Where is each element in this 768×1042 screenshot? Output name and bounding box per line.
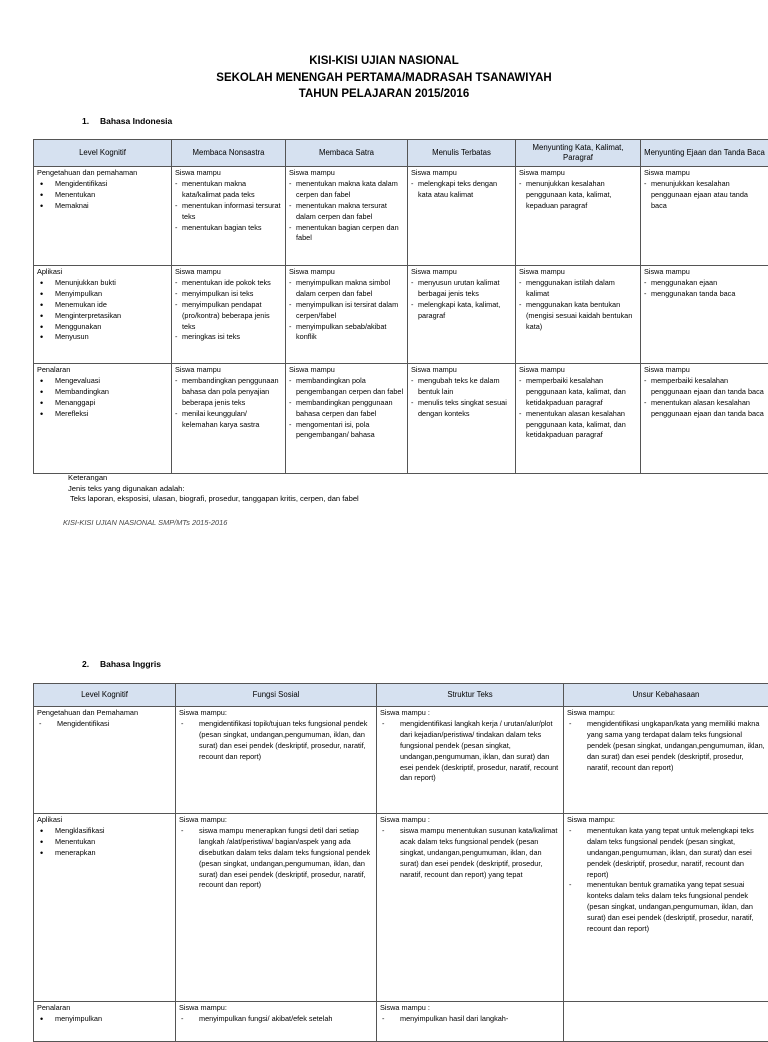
list-item: • Mengklasifikasi <box>37 826 172 837</box>
table-row <box>34 707 768 814</box>
table-cell <box>286 266 408 364</box>
cell-intro: Siswa mampu <box>519 267 637 278</box>
table-cell <box>286 167 408 266</box>
cell-intro: Siswa mampu: <box>179 1003 373 1014</box>
level-title: Penalaran <box>37 1003 172 1014</box>
table-cell <box>408 364 516 474</box>
table-bahasa-indonesia <box>33 139 768 474</box>
list-item: - menunjukkan kesalahan penggunaan kata, kalimat, kepaduan paragraf <box>519 179 637 212</box>
table-cell <box>176 1002 377 1042</box>
list-item: - menentukan bentuk gramatika yang tepat sesuai konteks dalam teks dalam teks fungsional pendek (pesan singkat, undangan,pengumuman, iklan, dan surat) dan esei pendek (deskriptif, prosedur, naratif, recount dan report) <box>567 880 765 935</box>
cell-intro: Siswa mampu <box>175 168 282 179</box>
cell-intro: Siswa mampu <box>289 267 404 278</box>
cell-intro: Siswa mampu <box>411 168 512 179</box>
title-line-2: SEKOLAH MENENGAH PERTAMA/MADRASAH TSANAWIYAH <box>0 70 768 87</box>
cell-intro: Siswa mampu <box>175 365 282 376</box>
list-item: - menentukan kata yang tepat untuk melengkapi teks dalam teks fungsional pendek (pesan singkat, undangan,pengumuman, iklan, dan surat) dan esei pendek (deskriptif, prosedur, naratif, recount dan report) <box>567 826 765 881</box>
list-item: • menyimpulkan <box>37 1014 172 1025</box>
table-row <box>34 814 768 1002</box>
cell-intro: Siswa mampu <box>411 365 512 376</box>
list-item: - siswa mampu menerapkan fungsi detil dari setiap langkah /alat/peristiwa/ bagian/aspek yang ada disebutkan dalam teks dalam teks fungsional pendek (pesan singkat, undangan,pengumuman, iklan, dan surat) dan esei pendek (deskriptif, prosedur, naratif, recount dan report) <box>179 826 373 891</box>
list-item: • Menyusun <box>37 332 168 343</box>
list-item: • Memaknai <box>37 201 168 212</box>
table-cell <box>377 814 564 1002</box>
cell-intro: Siswa mampu <box>644 365 765 376</box>
list-item: - menentukan makna kata dalam cerpen dan fabel <box>289 179 404 201</box>
cell-intro: Siswa mampu <box>644 168 765 179</box>
header-cell: Unsur Kebahasaan <box>564 684 768 707</box>
table-row <box>34 167 768 266</box>
list-item: - mengidentifikasi topik/tujuan teks fungsional pendek (pesan singkat, undangan,pengumuman, iklan, dan surat) dan esei pendek (deskriptif, prosedur, naratif, recount dan report) <box>179 719 373 763</box>
table-cell <box>516 167 641 266</box>
table-cell <box>564 1002 768 1042</box>
table-cell <box>172 167 286 266</box>
list-item: • menerapkan <box>37 848 172 859</box>
list-item: - memperbaiki kesalahan penggunaan kata, kalimat, dan ketidakpaduan paragraf <box>519 376 637 409</box>
table-row <box>34 266 768 364</box>
section-label: Bahasa Inggris <box>100 659 161 669</box>
list-item: - Mengidentifikasi <box>37 719 172 730</box>
list-item: - menggunakan ejaan <box>644 278 765 289</box>
table-cell <box>641 266 768 364</box>
table-cell <box>408 266 516 364</box>
table-cell <box>516 364 641 474</box>
table-cell <box>408 167 516 266</box>
list-item: - menyimpulkan sebab/akibat konflik <box>289 322 404 344</box>
table-cell <box>516 266 641 364</box>
list-item: - menyimpulkan isi tersirat dalam cerpen/fabel <box>289 300 404 322</box>
cell-intro: Siswa mampu : <box>380 708 560 719</box>
list-item: • Menemukan ide <box>37 300 168 311</box>
cell-intro: Siswa mampu <box>289 168 404 179</box>
list-item: - menentukan alasan kesalahan penggunaan kata, kalimat, dan ketidakpaduan paragraf <box>519 409 637 442</box>
list-item: - menentukan alasan kesalahan penggunaan ejaan dan tanda baca <box>644 398 765 420</box>
list-item: - mengidentifikasi langkah kerja / urutan/alur/plot dari kejadian/peristiwa/ tindakan dalam teks fungsional pendek (pesan singkat, undangan,pengumuman, iklan, dan surat) dan esei pendek (deskriptif, prosedur, naratif, recount dan report) <box>380 719 560 784</box>
level-title: Aplikasi <box>37 267 168 278</box>
table-cell <box>641 364 768 474</box>
list-item: • Menentukan <box>37 190 168 201</box>
section-number: 2. <box>82 659 100 669</box>
list-item: - menunjukkan kesalahan penggunaan ejaan atau tanda baca <box>644 179 765 212</box>
table-cell <box>564 814 768 1002</box>
list-item: - membandingkan penggunaan bahasa cerpen dan fabel <box>289 398 404 420</box>
list-item: - menentukan informasi tersurat teks <box>175 201 282 223</box>
level-cell <box>34 266 172 364</box>
list-item: • Merefleksi <box>37 409 168 420</box>
level-cell <box>34 814 176 1002</box>
list-item: - memperbaiki kesalahan penggunaan ejaan dan tanda baca <box>644 376 765 398</box>
table-header-row <box>34 684 768 707</box>
level-cell <box>34 707 176 814</box>
list-item: - mengubah teks ke dalam bentuk lain <box>411 376 512 398</box>
cell-intro: Siswa mampu: <box>179 815 373 826</box>
table-cell <box>377 1002 564 1042</box>
header-cell: Menulis Terbatas <box>408 140 516 167</box>
list-item: • Menyimpulkan <box>37 289 168 300</box>
cell-intro: Siswa mampu <box>411 267 512 278</box>
cell-intro: Siswa mampu : <box>380 1003 560 1014</box>
list-item: • Mengevaluasi <box>37 376 168 387</box>
list-item: • Membandingkan <box>37 387 168 398</box>
level-cell <box>34 167 172 266</box>
list-item: - membandingkan penggunaan bahasa dan pola penyajian beberapa jenis teks <box>175 376 282 409</box>
list-item: • Mengidentifikasi <box>37 179 168 190</box>
level-cell <box>34 364 172 474</box>
cell-intro: Siswa mampu: <box>179 708 373 719</box>
list-item: - membandingkan pola pengembangan cerpen dan fabel <box>289 376 404 398</box>
level-title: Pengetahuan dan Pemahaman <box>37 708 172 719</box>
title-line-3: TAHUN PELAJARAN 2015/2016 <box>0 86 768 103</box>
cell-intro: Siswa mampu <box>519 365 637 376</box>
header-cell: Struktur Teks <box>377 684 564 707</box>
table-cell <box>176 814 377 1002</box>
table-bahasa-inggris <box>33 683 768 1042</box>
list-item: • Menggunakan <box>37 322 168 333</box>
table-cell <box>564 707 768 814</box>
list-item: - menggunakan kata bentukan (mengisi sesuai kaidah bentukan kata) <box>519 300 637 333</box>
list-item: - menentukan bagian teks <box>175 223 282 234</box>
header-cell: Menyunting Kata, Kalimat, Paragraf <box>516 140 641 167</box>
table-row <box>34 364 768 474</box>
list-item: - mengidentifikasi ungkapan/kata yang memiliki makna yang sama yang terdapat dalam teks fungsional pendek (pesan singkat, undangan,pengumuman, iklan, dan surat) dan esei pendek (deskriptif, prosedur, naratif, recount dan report) <box>567 719 765 774</box>
level-title: Pengetahuan dan pemahaman <box>37 168 168 179</box>
list-item: - menggunakan tanda baca <box>644 289 765 300</box>
list-item: - menentukan bagian cerpen dan fabel <box>289 223 404 245</box>
level-title: Penalaran <box>37 365 168 376</box>
list-item: - menyimpulkan pendapat (pro/kontra) beberapa jenis teks <box>175 300 282 333</box>
table-cell <box>172 364 286 474</box>
list-item: - menentukan makna kata/kalimat pada teks <box>175 179 282 201</box>
table-row <box>34 1002 768 1042</box>
list-item: - menentukan ide pokok teks <box>175 278 282 289</box>
section-heading-2 <box>82 659 161 669</box>
list-item: - menulis teks singkat sesuai dengan konteks <box>411 398 512 420</box>
list-item: - menggunakan istilah dalam kalimat <box>519 278 637 300</box>
list-item: • Menanggapi <box>37 398 168 409</box>
list-item: - menyimpulkan makna simbol dalam cerpen dan fabel <box>289 278 404 300</box>
table-cell <box>172 266 286 364</box>
list-item: - melengkapi kata, kalimat, paragraf <box>411 300 512 322</box>
document-footer: KISI-KISI UJIAN NASIONAL SMP/MTs 2015-2016 <box>63 518 227 527</box>
cell-intro: Siswa mampu: <box>567 815 765 826</box>
list-item: • Menentukan <box>37 837 172 848</box>
level-cell <box>34 1002 176 1042</box>
note-line: Teks laporan, eksposisi, ulasan, biografi, prosedur, tanggapan kritis, cerpen, dan fabel <box>68 494 359 505</box>
table-cell <box>377 707 564 814</box>
table-cell <box>641 167 768 266</box>
note-block <box>68 473 359 505</box>
list-item: - melengkapi teks dengan kata atau kalimat <box>411 179 512 201</box>
note-line: Jenis teks yang digunakan adalah: <box>68 484 359 495</box>
cell-intro: Siswa mampu <box>175 267 282 278</box>
list-item: - mengomentari isi, pola pengembangan/ bahasa <box>289 420 404 442</box>
cell-intro: Siswa mampu <box>644 267 765 278</box>
list-item: - menyusun urutan kalimat berbagai jenis teks <box>411 278 512 300</box>
level-title: Aplikasi <box>37 815 172 826</box>
header-cell: Menyunting Ejaan dan Tanda Baca <box>641 140 768 167</box>
document-title <box>0 53 768 103</box>
list-item: - menyimpulkan hasil dari langkah- <box>380 1014 560 1025</box>
list-item: • Menginterpretasikan <box>37 311 168 322</box>
list-item: - menyimpulkan fungsi/ akibat/efek setelah <box>179 1014 373 1025</box>
header-cell: Level Kognitif <box>34 684 176 707</box>
table-cell <box>176 707 377 814</box>
table-header-row <box>34 140 768 167</box>
table-cell <box>286 364 408 474</box>
cell-intro: Siswa mampu <box>289 365 404 376</box>
list-item: - menilai keunggulan/ kelemahan karya sastra <box>175 409 282 431</box>
header-cell: Fungsi Sosial <box>176 684 377 707</box>
header-cell: Membaca Nonsastra <box>172 140 286 167</box>
list-item: - meringkas isi teks <box>175 332 282 343</box>
header-cell: Membaca Satra <box>286 140 408 167</box>
header-cell: Level Kognitif <box>34 140 172 167</box>
list-item: - menentukan makna tersurat dalam cerpen dan fabel <box>289 201 404 223</box>
list-item: • Menunjukkan bukti <box>37 278 168 289</box>
cell-intro: Siswa mampu : <box>380 815 560 826</box>
list-item: - menyimpulkan isi teks <box>175 289 282 300</box>
title-line-1: KISI-KISI UJIAN NASIONAL <box>0 53 768 70</box>
section-number: 1. <box>82 116 100 126</box>
section-heading-1 <box>82 116 172 126</box>
cell-intro: Siswa mampu: <box>567 708 765 719</box>
section-label: Bahasa Indonesia <box>100 116 172 126</box>
list-item: - siswa mampu menentukan susunan kata/kalimat acak dalam teks fungsional pendek (pesan singkat, undangan,pengumuman, iklan, dan surat) dan esei pendek (deskriptif, prosedur, naratif, recount dan report) yang tepat <box>380 826 560 881</box>
cell-intro: Siswa mampu <box>519 168 637 179</box>
note-heading: Keterangan <box>68 473 359 484</box>
